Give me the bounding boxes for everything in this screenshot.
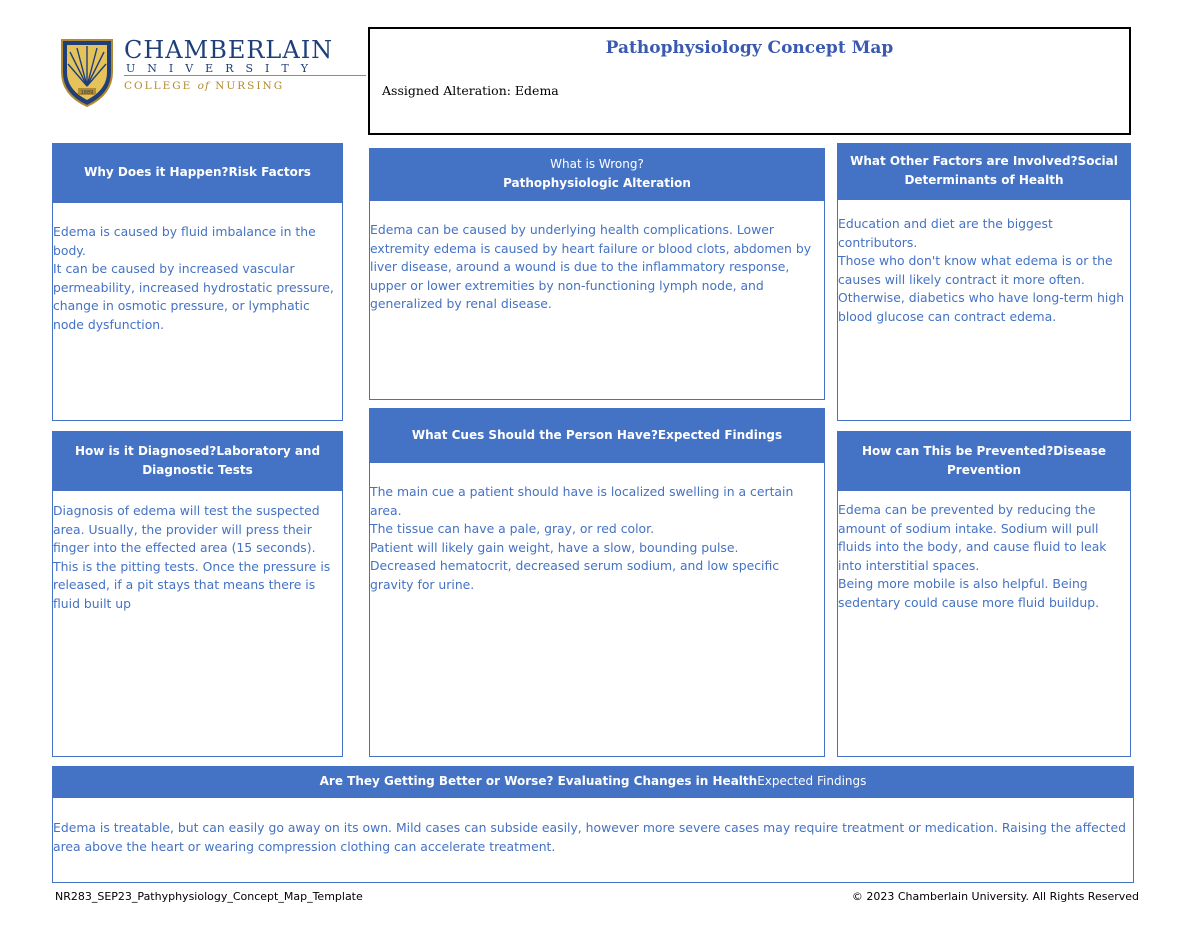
evaluating-header-bold: Are They Getting Better or Worse? Evaluating Changes in Health (319, 774, 758, 788)
cues-header: What Cues Should the Person Have?Expected Findings (369, 408, 825, 462)
logo-name: CHAMBERLAIN (124, 36, 334, 64)
evaluating-header (52, 766, 1134, 797)
prevented-text: Edema can be prevented by reducing the amount of sodium intake. Sodium will pull fluids into the body, and cause fluid to leak into interstitial spaces. Being more mobile is also helpful. Being sedentary could cause more fluid buildup. (838, 502, 1107, 610)
footer-template-name: NR283_SEP23_Pathyphysiology_Concept_Map_Template (55, 890, 363, 903)
diagnosed-text: Diagnosis of edema will test the suspected area. Usually, the provider will press their finger into the effected area (15 seconds). This is the pitting tests. Once the pressure is released, if a pit stays that means there is fluid built up (53, 503, 331, 611)
what-wrong-text: Edema can be caused by underlying health complications. Lower extremity edema is caused by heart failure or blood clots, abdomen by liver disease, around a wound is due to the inflammatory response, upper or lower extremities by non-functioning lymph node, and generalized by renal disease. (370, 222, 812, 312)
what-wrong-header (369, 148, 825, 200)
cues-text: The main cue a patient should have is localized swelling in a certain area. The tissue can have a pale, gray, or red color. Patient will likely gain weight, have a slow, bounding pulse. Decreased hematocrit, decreased serum sodium, and low specific gravity for urine. (370, 484, 794, 592)
page-title: Pathophysiology Concept Map (605, 38, 894, 58)
evaluating-header-normal: Expected Findings (757, 774, 867, 788)
diagnosed-body (52, 490, 343, 757)
diagnosed-header: How is it Diagnosed?Laboratory and Diagnostic Tests (52, 431, 343, 490)
what-wrong-header-line2: Pathophysiologic Alteration (503, 176, 691, 190)
evaluating-text: Edema is treatable, but can easily go away on its own. Mild cases can subside easily, however more severe cases may require treatment or medication. Raising the affected area above the heart or wearing compression clothing can accelerate treatment. (53, 820, 1126, 854)
other-factors-text: Education and diet are the biggest contributors. Those who don't know what edema is or the causes will likely contract it more often. Otherwise, diabetics who have long-term high blood glucose can contract edema. (838, 216, 1125, 324)
title-box (368, 27, 1131, 135)
what-wrong-header-line1: What is Wrong? (550, 157, 644, 171)
prevented-body (837, 490, 1131, 757)
logo-university: UNIVERSITY (126, 62, 320, 75)
chamberlain-logo (60, 36, 334, 108)
logo-year: 1889 (80, 90, 94, 96)
prevented-header: How can This be Prevented?Disease Prevention (837, 431, 1131, 490)
assigned-alteration: Assigned Alteration: Edema (382, 83, 559, 98)
other-factors-body (837, 199, 1131, 421)
why-header: Why Does it Happen?Risk Factors (52, 143, 343, 202)
logo-college: COLLEGE of NURSING (124, 80, 285, 92)
why-text: Edema is caused by fluid imbalance in the body. It can be caused by increased vascular permeability, increased hydrostatic pressure, change in osmotic pressure, or lymphatic node dysfunction. (53, 224, 334, 332)
other-factors-header: What Other Factors are Involved?Social Determinants of Health (837, 143, 1131, 199)
why-body (52, 202, 343, 421)
footer-copyright: © 2023 Chamberlain University. All Rights Reserved (851, 890, 1139, 903)
evaluating-body (52, 797, 1134, 883)
what-wrong-body (369, 200, 825, 400)
cues-body (369, 462, 825, 757)
logo-rule (124, 75, 366, 76)
crest-icon (60, 38, 114, 108)
